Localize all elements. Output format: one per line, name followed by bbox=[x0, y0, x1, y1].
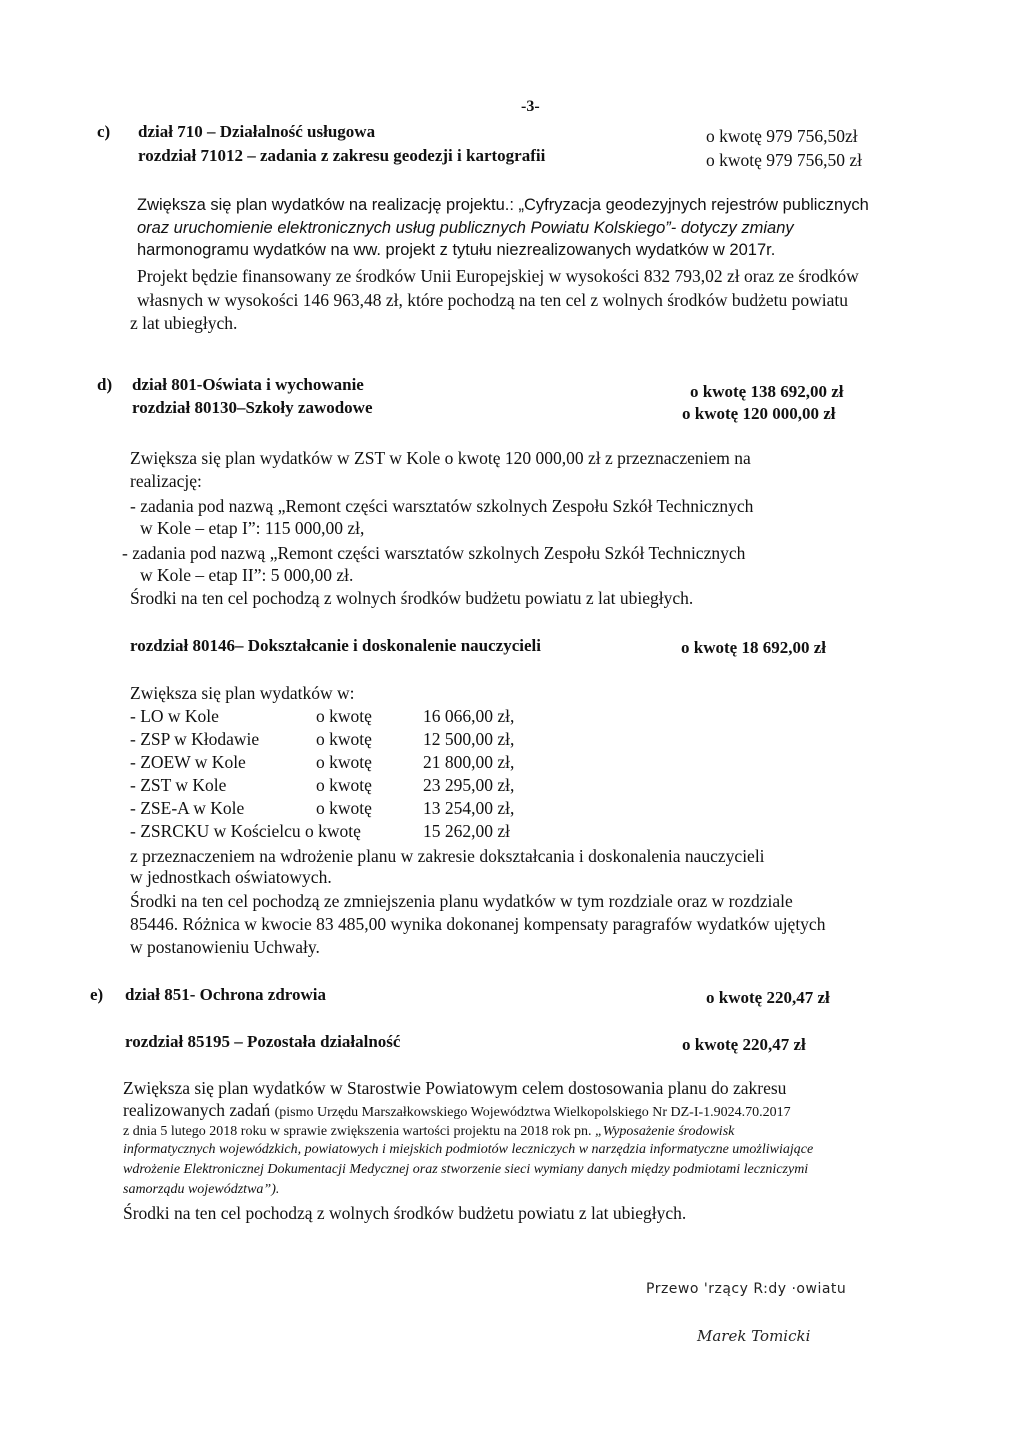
school-row bbox=[130, 775, 514, 796]
section-e-rozdzial: rozdział 85195 – Pozostała działalność bbox=[125, 1032, 401, 1051]
section-d-dzial: dział 801-Oświata i wychowanie bbox=[132, 375, 364, 394]
section-d-rozdzial-2: rozdział 80146– Dokształcanie i doskonalenie nauczycieli bbox=[130, 636, 541, 655]
school-amount: 12 500,00 zł, bbox=[423, 729, 515, 749]
section-d-closing-4: 85446. Różnica w kwocie 83 485,00 wynika dokonanej kompensaty paragrafów wydatków ujętych bbox=[130, 914, 826, 934]
school-row bbox=[130, 798, 514, 819]
school-kw: o kwotę bbox=[316, 729, 372, 749]
section-e-final: Środki na ten cel pochodzą z wolnych środków budżetu powiatu z lat ubiegłych. bbox=[123, 1203, 687, 1223]
school-row bbox=[130, 729, 514, 750]
section-c-line-3: harmonogramu wydatków na ww. projekt z tytułu niezrealizowanych wydatków w 2017r. bbox=[137, 241, 776, 259]
school-amount: 13 254,00 zł, bbox=[423, 798, 515, 818]
school-kw: o kwotę bbox=[316, 752, 372, 772]
section-c-rozdzial: rozdział 71012 – zadania z zakresu geodezji i kartografii bbox=[138, 146, 546, 165]
section-d-rozdzial-amount: o kwotę 120 000,00 zł bbox=[682, 404, 836, 423]
section-d-rozdzial-2-amount: o kwotę 18 692,00 zł bbox=[681, 638, 826, 657]
signature-name: Marek Tomicki bbox=[697, 1327, 811, 1345]
section-d-line-5: - zadania pod nazwą „Remont części warsztatów szkolnych Zespołu Szkół Technicznych bbox=[122, 543, 746, 563]
school-kw: o kwotę bbox=[316, 706, 372, 726]
section-d-closing-3: Środki na ten cel pochodzą ze zmniejszenia planu wydatków w tym rozdziale oraz w rozdziale bbox=[130, 891, 793, 911]
section-c-line-5: własnych w wysokości 146 963,48 zł, które pochodzą na ten cel z wolnych środków budżetu powiatu bbox=[137, 290, 849, 310]
school-kw: o kwotę bbox=[316, 798, 372, 818]
section-e-letter: e) bbox=[90, 985, 104, 1004]
school-name: - ZSE-A w Kole bbox=[130, 798, 245, 818]
section-c-line-2: oraz uruchomienie elektronicznych usług publicznych Powiatu Kolskiego”- dotyczy zmiany bbox=[137, 219, 794, 237]
section-e-dzial: dział 851- Ochrona zdrowia bbox=[125, 985, 327, 1004]
section-e-line-1: Zwiększa się plan wydatków w Starostwie Powiatowym celem dostosowania planu do zakresu bbox=[123, 1078, 787, 1098]
page-number: -3- bbox=[521, 98, 540, 115]
school-amount: 21 800,00 zł, bbox=[423, 752, 515, 772]
section-d-letter: d) bbox=[97, 375, 113, 394]
school-name: - ZSRCKU w Kościelcu o kwotę bbox=[130, 821, 361, 841]
school-amount: 23 295,00 zł, bbox=[423, 775, 515, 795]
section-e-dzial-amount: o kwotę 220,47 zł bbox=[706, 988, 830, 1007]
section-d-line-7: Środki na ten cel pochodzą z wolnych środków budżetu powiatu z lat ubiegłych. bbox=[130, 588, 694, 608]
school-amount: 16 066,00 zł, bbox=[423, 706, 515, 726]
section-d-closing-5: w postanowieniu Uchwały. bbox=[130, 937, 320, 957]
section-d-closing-1: z przeznaczeniem na wdrożenie planu w zakresie dokształcania i doskonalenia nauczycieli bbox=[130, 846, 765, 866]
school-name: - ZOEW w Kole bbox=[130, 752, 246, 772]
school-name: - ZST w Kole bbox=[130, 775, 227, 795]
section-e-italic-3: samorządu województwa”). bbox=[123, 1182, 280, 1197]
section-d-line-3: - zadania pod nazwą „Remont części warsztatów szkolnych Zespołu Szkół Technicznych bbox=[130, 496, 754, 516]
section-c-line-6: z lat ubiegłych. bbox=[130, 313, 238, 333]
section-e-line-2-main: realizowanych zadań bbox=[123, 1100, 275, 1120]
section-d-rozdzial: rozdział 80130–Szkoły zawodowe bbox=[132, 398, 373, 417]
section-c-dzial: dział 710 – Działalność usługowa bbox=[138, 122, 376, 141]
section-d-schools-intro: Zwiększa się plan wydatków w: bbox=[130, 683, 355, 703]
section-e-line-2-small: (pismo Urzędu Marszałkowskiego Województwa Wielkopolskiego Nr DZ-I-1.9024.70.2017 bbox=[274, 1105, 791, 1120]
school-kw: o kwotę bbox=[316, 775, 372, 795]
school-row bbox=[130, 706, 514, 727]
school-row bbox=[130, 752, 514, 773]
school-name: - LO w Kole bbox=[130, 706, 219, 726]
section-d-line-1: Zwiększa się plan wydatków w ZST w Kole o kwotę 120 000,00 zł z przeznaczeniem na bbox=[130, 448, 751, 468]
section-d-line-6: w Kole – etap II”: 5 000,00 zł. bbox=[140, 565, 354, 585]
section-e-line-3-small: z dnia 5 lutego 2018 roku w sprawie zwiększenia wartości projektu na 2018 rok pn. bbox=[123, 1124, 595, 1139]
section-e-italic-1: informatycznych wojewódzkich, powiatowych i miejskich podmiotów leczniczych w narzędzia informatyczne umożliwiające bbox=[123, 1142, 814, 1157]
school-amount: 15 262,00 zł bbox=[423, 821, 511, 841]
section-e-italic-2: wdrożenie Elektronicznej Dokumentacji Medycznej oraz stworzenie sieci wymiany danych między podmiotami leczniczymi bbox=[123, 1162, 809, 1177]
section-c-line-4: Projekt będzie finansowany ze środków Unii Europejskiej w wysokości 832 793,02 zł oraz ze środków bbox=[137, 266, 859, 286]
section-d-line-2: realizację: bbox=[130, 471, 202, 491]
section-e-rozdzial-amount: o kwotę 220,47 zł bbox=[682, 1035, 806, 1054]
section-e-line-3-italic: „Wyposażenie środowisk bbox=[595, 1124, 735, 1139]
section-d-closing-2: w jednostkach oświatowych. bbox=[130, 867, 332, 887]
section-e-line-3 bbox=[123, 1122, 734, 1140]
signature-title: Przewo 'rzący R:dy ·owiatu bbox=[646, 1281, 847, 1297]
section-c-rozdzial-amount: o kwotę 979 756,50 zł bbox=[706, 150, 863, 170]
section-c-dzial-amount: o kwotę 979 756,50zł bbox=[706, 126, 858, 146]
school-row bbox=[130, 821, 510, 842]
section-c-line-1: Zwiększa się plan wydatków na realizację projektu.: „Cyfryzacja geodezyjnych rejestrów publicznych bbox=[137, 196, 869, 214]
school-name: - ZSP w Kłodawie bbox=[130, 729, 260, 749]
section-c-letter: c) bbox=[97, 122, 111, 141]
section-d-dzial-amount: o kwotę 138 692,00 zł bbox=[690, 382, 844, 401]
section-e-line-2 bbox=[123, 1100, 791, 1121]
section-d-line-4: w Kole – etap I”: 115 000,00 zł, bbox=[140, 518, 365, 538]
